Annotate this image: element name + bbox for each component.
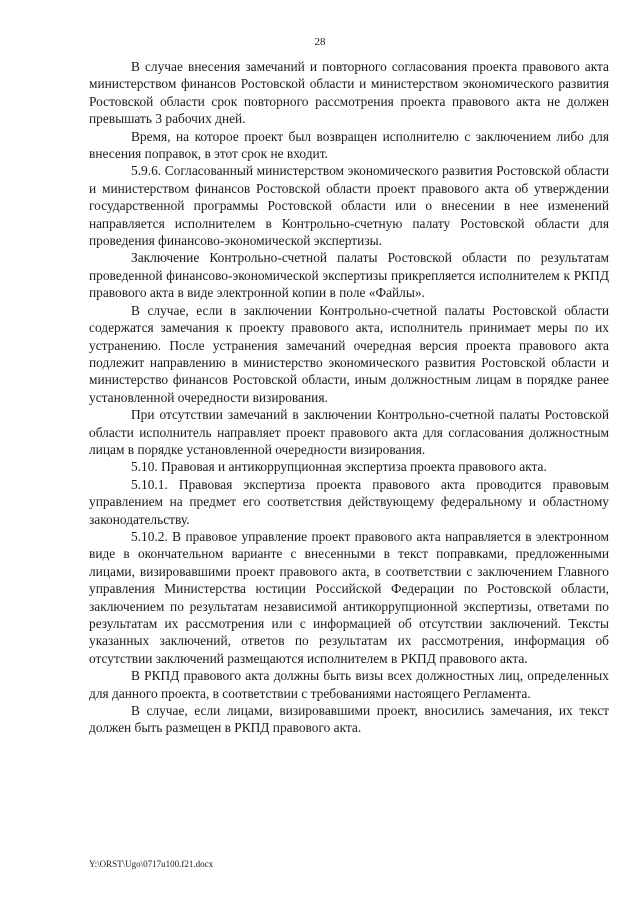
document-body [89, 58, 609, 737]
paragraph: В случае, если в заключении Контрольно-счетной палаты Ростовской области содержатся замечания к проекту правового акта, исполнитель принимает меры по их устранению. После устранения замечаний очередная версия проекта правового акта подлежит направлению в министерство экономического развития Ростовской области и министерство финансов Ростовской области, иным должностным лицам в порядке ранее установленной очередности визирования. [89, 302, 609, 405]
paragraph: В случае внесения замечаний и повторного согласования проекта правового акта министерством финансов Ростовской области и министерством экономического развития Ростовской области срок повторного рассмотрения проекта правового акта не должен превышать 3 рабочих дней. [89, 59, 609, 127]
paragraph: 5.10.2. В правовое управление проект правового акта направляется в электронном виде в окончательном варианте с внесенными в текст поправками, предложенными лицами, визировавшими проект правового акта, в соответствии с заключением Главного управления Министерства юстиции Российской Федерации по Ростовской области, заключением по результатам независимой антикоррупционной экспертизы, ответами по результатам их рассмотрения или с информацией об отсутствии заключений. Тексты указанных заключений, ответов по результатам их рассмотрения, информация об отсутствии заключений размещаются исполнителем в РКПД правового акта. [89, 528, 609, 666]
paragraph: Время, на которое проект был возвращен исполнителю с заключением либо для внесения поправок, в этот срок не входит. [89, 128, 609, 162]
paragraph: 5.9.6. Согласованный министерством экономического развития Ростовской области и министерством финансов Ростовской области проект правового акта об утверждении государственной программы Ростовской области или о внесении в нее изменений направляется исполнителем в Контрольно-счетную палату Ростовской области для проведения финансово-экономической экспертизы. [89, 163, 609, 249]
paragraph: В РКПД правового акта должны быть визы всех должностных лиц, определенных для данного проекта, в соответствии с требованиями настоящего Регламента. [89, 668, 609, 701]
section-heading: 5.10. Правовая и антикоррупционная экспертиза проекта правового акта. [131, 459, 547, 475]
paragraph: Заключение Контрольно-счетной палаты Ростовской области по результатам проведенной финансово-экономической экспертизы прикрепляется исполнителем к РКПД правового акта в виде электронной копии в поле «Файлы». [89, 250, 609, 301]
footer-file-path: Y:\ORST\Ugo\0717u100.f21.docx [89, 859, 214, 869]
paragraph: В случае, если лицами, визировавшими проект, вносились замечания, их текст должен быть размещен в РКПД правового акта. [89, 703, 609, 736]
page-number: 28 [314, 36, 326, 48]
paragraph: 5.10.1. Правовая экспертиза проекта правового акта проводится правовым управлением на предмет его соответствия действующему федеральному и областному законодательству. [89, 476, 609, 527]
paragraph: При отсутствии замечаний в заключении Контрольно-счетной палаты Ростовской области исполнитель направляет проект правового акта для согласования должностным лицам в порядке установленной очередности визирования. [89, 407, 609, 457]
